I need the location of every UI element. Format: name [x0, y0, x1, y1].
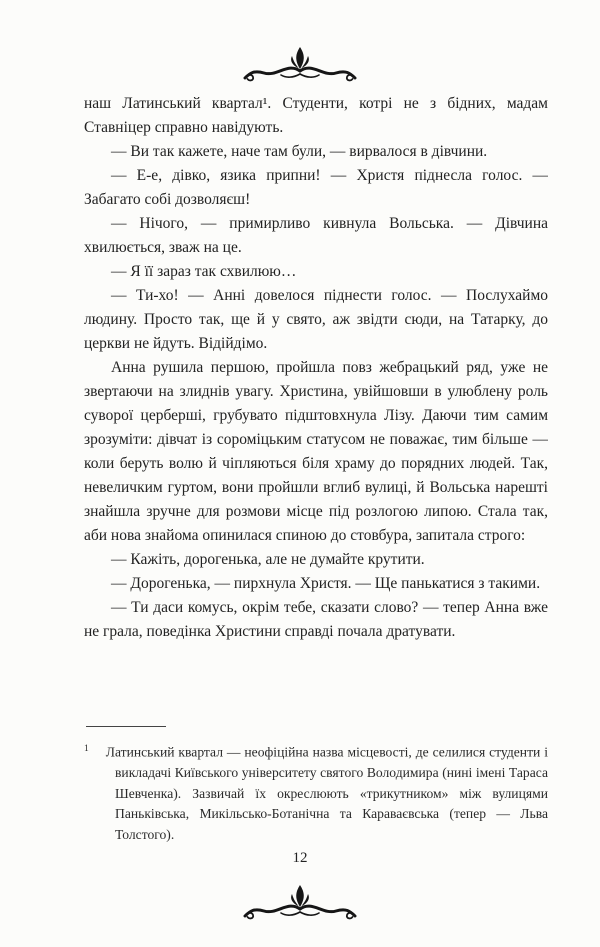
body-paragraph: — Дорогенька, — пирхнула Христя. — Ще панькатися з такими. [111, 575, 541, 592]
ornament-flourish-icon [237, 44, 363, 86]
body-paragraph: — Ви так кажете, наче там були, — вирвалося в дівчини. [111, 143, 488, 160]
ornament-flourish-icon [237, 882, 363, 924]
body-paragraph: — Я її зараз так схвилюю… [111, 263, 297, 280]
body-paragraph: — Е-е, дівко, язика припни! — Христя піднесла голос. — Забагато собі дозволяєш! [84, 167, 548, 208]
footnote-marker: 1 [84, 744, 89, 754]
footnote-area [84, 726, 548, 845]
body-paragraph: — Кажіть, дорогенька, але не думайте крутити. [111, 551, 425, 568]
body-paragraph: — Ти даси комусь, окрім тебе, сказати слово? — тепер Анна вже не грала, поведінка Христини справді почала дратувати. [84, 599, 548, 640]
body-paragraph: — Нічого, — примирливо кивнула Вольська. — Дівчина хвилюється, зваж на це. [84, 215, 548, 256]
footnote-divider [86, 726, 166, 727]
bottom-ornament [0, 882, 600, 924]
page-body [84, 92, 548, 644]
body-paragraph: — Ти-хо! — Анні довелося піднести голос. — Послухаймо людину. Просто так, ще й у свято, аж звідти сюди, на Татарку, до церкви не йдуть. Відійдімо. [84, 287, 548, 352]
page-number: 12 [292, 850, 308, 866]
body-paragraph: наш Латинський квартал¹. Студенти, котрі не з бідних, мадам Ставніцер справно навідують. [84, 95, 548, 136]
body-paragraph: Анна рушила першою, пройшла повз жебрацький ряд, уже не звертаючи на злиднів увагу. Христина, увійшовши в улюблену роль суворої церберші, грубувато підштовхнула Лізу. Даючи тим самим зрозуміти: дівчат із сороміцьким статусом не поважає, тим більше — коли беруть волю й чіпляються біля храму до порядних людей. Так, невеличким гуртом, вони пройшли вглиб вулиці, й Вольська нарешті знайшла зручне для розмови місце під розлогою липою. Стала так, аби нова знайома опинилася спиною до стовбура, запитала строго: [84, 359, 548, 544]
footnote-body: Латинський квартал — неофіційна назва місцевості, де селилися студенти і викладачі Київського університету святого Володимира (нині імені Тараса Шевченка). Зазвичай їх окреслюють «трикутником» між вулицями Паньківська, Микільсько-Ботанічна та Караваєвська (тепер — Льва Толстого). [105, 744, 548, 842]
footnote-text [84, 739, 548, 845]
top-ornament [0, 44, 600, 86]
